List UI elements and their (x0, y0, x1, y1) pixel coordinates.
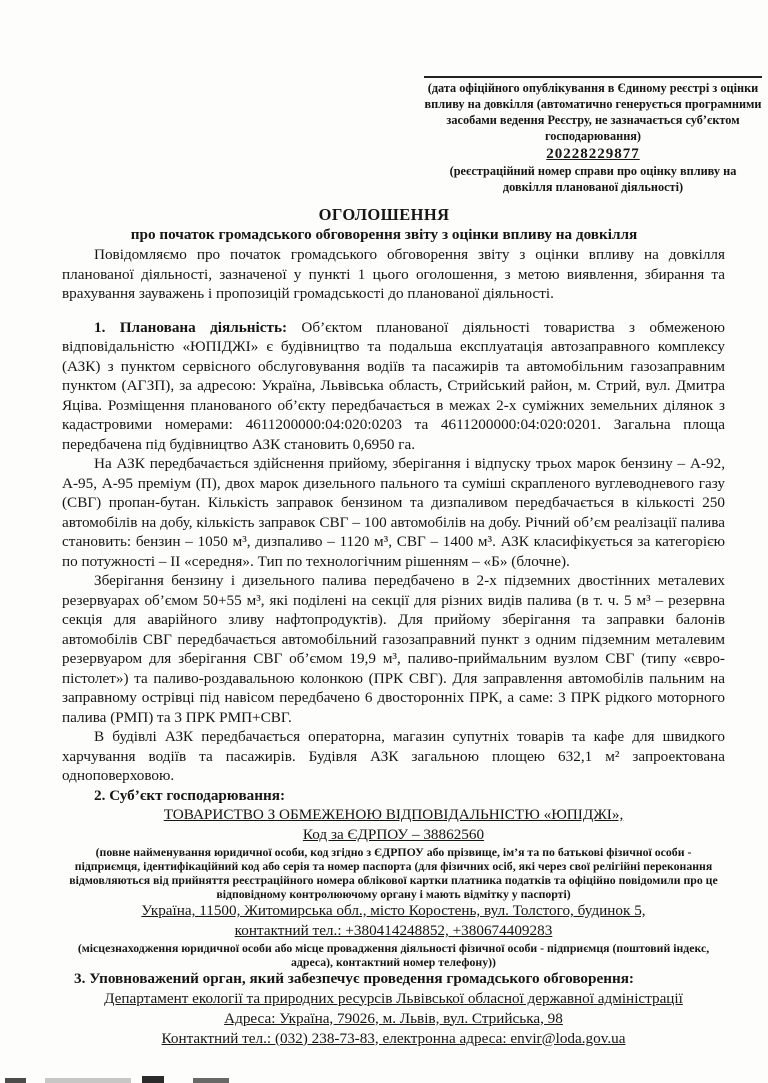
company-address-line: Україна, 11500, Житомирська обл., місто Коростень, вул. Толстого, будинок 5, (141, 902, 646, 919)
reg-case-note: (реєстраційний номер справи про оцінку впливу на довкілля планованої діяльності) (449, 164, 737, 194)
legal-name-note: (повне найменування юридичної особи, код згідно з ЄДРПОУ або прізвище, ім’я та по батькові фізичної особи - підприємця, ідентифікаційний код або серія та номер паспорта (для фізичних осіб, які через свої релігійні переконання відмовляються від прийняття реєстраційного номера облікової картки платника податків та офіційно повідомили про це відповідному контролюючому органу і мають відмітку у паспорті) (69, 845, 718, 901)
authority-name-line: Департамент екології та природних ресурсів Львівської обласної державної адміністрації (104, 989, 683, 1007)
document-body (62, 245, 725, 1049)
planned-activity-paragraph-2: На АЗК передбачається здійснення прийому, зберігання і відпуску трьох марок бензину – А-92, А-95, А-95 преміум (П), двох марок дизельного пального та суміші скрапленого вуглеводневого газу (СВГ) пропан-бутан. Кількість заправок бензином та дизпаливом передбачається в кількості 250 автомобілів на добу, кількість заправок СВГ – 100 автомобілів на добу. Річний об’єм реалізації палива становить: бензин – 1050 м³, дизпаливо – 1120 м³, СВГ – 1400 м³. АЗК класифікується за категорією по потужності – ІІ «середня». Тип по технологічним рішенням – «Б» (блочне). (62, 455, 725, 570)
paragraph-gap (62, 304, 725, 318)
scan-artifact (5, 1078, 26, 1083)
registration-number: 20228229877 (546, 146, 640, 162)
registration-block (424, 76, 762, 195)
reg-publication-note: (дата офіційного опублікування в Єдиному реєстрі з оцінки впливу на довкілля (автоматично генерується програмними засобами ведення Реєстру, не зазначається суб’єктом господарювання) (424, 81, 762, 143)
authority-contact-line: Контактний тел.: (032) 238-73-83, електронна адреса: envir@loda.gov.ua (161, 1029, 626, 1047)
section-3-heading: 3. Уповноважений орган, який забезпечує проведення громадського обговорення: (74, 970, 634, 987)
company-name-line: ТОВАРИСТВО З ОБМЕЖЕНОЮ ВІДПОВІДАЛЬНІСТЮ «ЮПІДЖІ», (163, 806, 624, 823)
company-phone-line: контактний тел.: +380414248852, +380674409283 (234, 922, 553, 939)
section-1-heading: 1. Планована діяльність: (94, 318, 288, 336)
document-title: ОГОЛОШЕННЯ (318, 205, 450, 224)
location-note: (місцезнаходження юридичної особи або місце провадження діяльності фізичної особи - підприємця (поштовий індекс, адреса), контактний номер телефону)) (77, 941, 710, 969)
planned-activity-paragraph-3: Зберігання бензину і дизельного палива передбачено в 2-х підземних двостінних металевих резервуарах об’ємом 50+55 м³, які поділені на секції для різних видів палива (в т. ч. 5 м³ – резервна секція для аварійного зливу нафтопродуктів). Для прийому зберігання та заправки балонів автомобілів СВГ передбачається автомобільний газозаправний пункт з одним підземним металевим резервуаром для зберігання СВГ об’ємом 19,9 м³, паливо-приймальним вузлом СВГ (типу «євро-пістолет») та паливо-роздавальною колонкою (ПРК СВГ). Для заправлення автомобілів пальним на заправному острівці під навісом передбачено 6 двосторонніх ПРК, а саме: 3 ПРК рідкого моторного палива (РМП) та 3 ПРК РМП+СВГ. (62, 572, 725, 726)
authority-address-line: Адреса: Україна, 79026, м. Львів, вул. Стрийська, 98 (224, 1009, 563, 1027)
planned-activity-paragraph-1 (62, 318, 725, 455)
section-2-heading: 2. Суб’єкт господарювання: (94, 786, 286, 804)
scan-artifact (142, 1076, 164, 1083)
edrpou-line: Код за ЄДРПОУ – 38862560 (302, 826, 485, 843)
planned-activity-paragraph-4: В будівлі АЗК передбачається операторна, магазин супутніх товарів та кафе для швидкого харчування водіїв та пасажирів. Будівля АЗК загальною площею 632,1 м² запроектована одноповерховою. (62, 728, 725, 784)
section-1-text: Об’єктом планованої діяльності товариства з обмеженою відповідальністю «ЮПІДЖІ» є будівництво та подальша експлуатація автозаправного комплексу (АЗК) з пунктом сервісного обслуговування водіїв та пасажирів та автомобільним газозаправним пунктом (АГЗП), за адресою: Україна, Львівська область, Стрийський район, м. Стрий, вул. Дмитра Яціва. Розміщення планованого об’єкту передбачається в межах 2-х суміжних земельних ділянок з кадастровими номерами: 4611200000:04:020:0203 та 4611200000:04:020:0201. Загальна площа передбачена під будівництво АЗК становить 0,6950 га. (62, 318, 726, 453)
scan-artifact (45, 1078, 131, 1083)
scan-artifact (193, 1078, 229, 1083)
document-subtitle: про початок громадського обговорення звіту з оцінки впливу на довкілля (130, 226, 638, 243)
intro-paragraph: Повідомляємо про початок громадського обговорення звіту з оцінки впливу на довкілля планованої діяльності, зазначеної у пункті 1 цього оголошення, з метою виявлення, збирання та врахування зауважень і пропозицій громадськості до планованої діяльності. (62, 246, 725, 302)
